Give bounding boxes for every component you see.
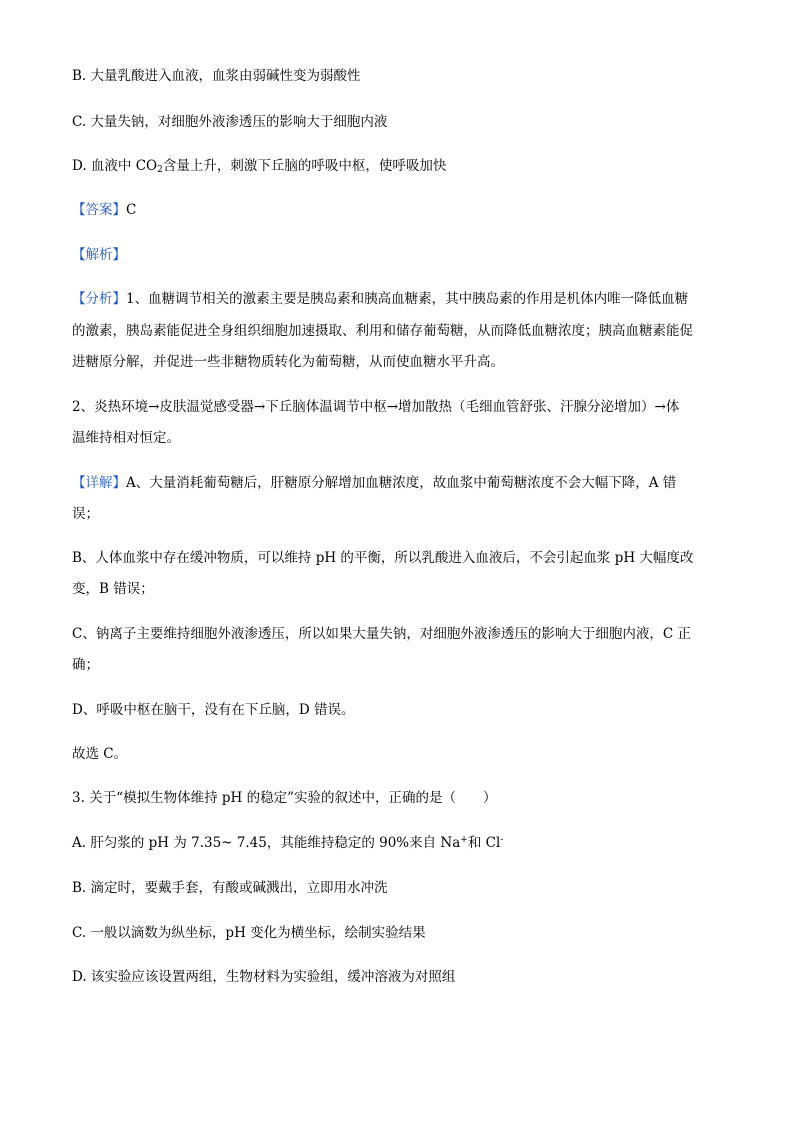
analysis-tag: 【解析】 — [72, 247, 126, 263]
xiangjie-tag: 【详解】 — [72, 475, 126, 491]
q2-option-d-pre: D. 血液中 CO — [72, 158, 158, 174]
xiangjie-a-line-2 — [72, 505, 722, 523]
conclusion-line — [72, 745, 722, 763]
xiangjie-c-line-2 — [72, 656, 722, 674]
fenxi-tag: 【分析】 — [72, 291, 126, 307]
fenxi-text-1: 1、血糖调节相关的激素主要是胰岛素和胰高血糖素，其中胰岛素的作用是机体内唯一降低血糖 — [126, 291, 689, 307]
xiangjie-d-line — [72, 701, 722, 719]
q2-option-d-post: 含量上升，刺激下丘脑的呼吸中枢，使呼吸加快 — [162, 158, 447, 174]
answer-line — [72, 201, 722, 219]
q3-option-a-sup-plus: + — [460, 835, 468, 845]
q3-option-a-sup-minus: - — [500, 835, 504, 845]
analysis-heading — [72, 246, 722, 264]
conclusion-text: 故选 C。 — [72, 746, 128, 762]
q3-option-c-text: C. 一般以滴数为纵坐标，pH 变化为横坐标，绘制实验结果 — [72, 925, 426, 941]
xiangjie-b-text-2: 变，B 错误； — [72, 581, 154, 597]
q3-option-d — [72, 968, 722, 986]
q3-option-c — [72, 924, 722, 942]
xiangjie-a-line-1 — [72, 474, 722, 492]
answer-value: C — [126, 202, 137, 218]
xiangjie-c-text-1: C、钠离子主要维持细胞外液渗透压，所以如果大量失钠，对细胞外液渗透压的影响大于细胞内液，C 正 — [72, 626, 691, 642]
fenxi-p2-line-2 — [72, 429, 722, 447]
q3-option-a — [72, 834, 722, 852]
q2-option-d — [72, 157, 722, 175]
q2-option-c — [72, 113, 722, 131]
xiangjie-b-text-1: B、人体血浆中存在缓冲物质，可以维持 pH 的平衡，所以乳酸进入血液后，不会引起血浆 pH 大幅度改 — [72, 550, 694, 566]
q2-option-b-text: B. 大量乳酸进入血液，血浆由弱碱性变为弱酸性 — [72, 68, 361, 84]
fenxi-text-3: 进糖原分解，并促进一些非糖物质转化为葡萄糖，从而使血糖水平升高。 — [72, 354, 504, 370]
xiangjie-c-text-2: 确； — [72, 657, 99, 673]
xiangjie-d-text: D、呼吸中枢在脑干，没有在下丘脑，D 错误。 — [72, 702, 355, 718]
q3-option-b — [72, 879, 722, 897]
fenxi-line-2 — [72, 322, 722, 340]
q3-option-a-pre: A. 肝匀浆的 pH 为 7.35~ 7.45，其能维持稳定的 90%来自 Na — [72, 835, 461, 851]
xiangjie-b-line-2 — [72, 580, 722, 598]
q3-stem-text: 3. 关于“模拟生物体维持 pH 的稳定”实验的叙述中，正确的是（ ） — [72, 790, 497, 806]
q3-option-d-text: D. 该实验应该设置两组，生物材料为实验组，缓冲溶液为对照组 — [72, 969, 456, 985]
q3-option-a-mid: 和 Cl — [467, 835, 501, 851]
fenxi-p2-text-1: 2、炎热环境→皮肤温觉感受器→下丘脑体温调节中枢→增加散热（毛细血管舒张、汗腺分泌增加）→体 — [72, 399, 680, 415]
fenxi-text-2: 的激素，胰岛素能促进全身组织细胞加速摄取、利用和储存葡萄糖，从而降低血糖浓度；胰高血糖素能促 — [72, 323, 693, 339]
answer-tag: 【答案】 — [72, 202, 126, 218]
xiangjie-c-line-1 — [72, 625, 722, 643]
q2-option-d-subscript: 2 — [157, 165, 163, 175]
xiangjie-a-text-1: A、大量消耗葡萄糖后，肝糖原分解增加血糖浓度，故血浆中葡萄糖浓度不会大幅下降，A 错 — [126, 475, 677, 491]
fenxi-line-1 — [72, 290, 722, 308]
q3-option-b-text: B. 滴定时，要戴手套，有酸或碱溅出，立即用水冲洗 — [72, 880, 388, 896]
xiangjie-b-line-1 — [72, 549, 722, 567]
fenxi-line-3 — [72, 353, 722, 371]
xiangjie-a-text-2: 误； — [72, 506, 99, 522]
q3-stem — [72, 789, 722, 807]
fenxi-p2-text-2: 温维持相对恒定。 — [72, 430, 180, 446]
q2-option-b — [72, 67, 722, 85]
fenxi-p2-line-1 — [72, 398, 722, 416]
q2-option-c-text: C. 大量失钠，对细胞外液渗透压的影响大于细胞内液 — [72, 114, 388, 130]
